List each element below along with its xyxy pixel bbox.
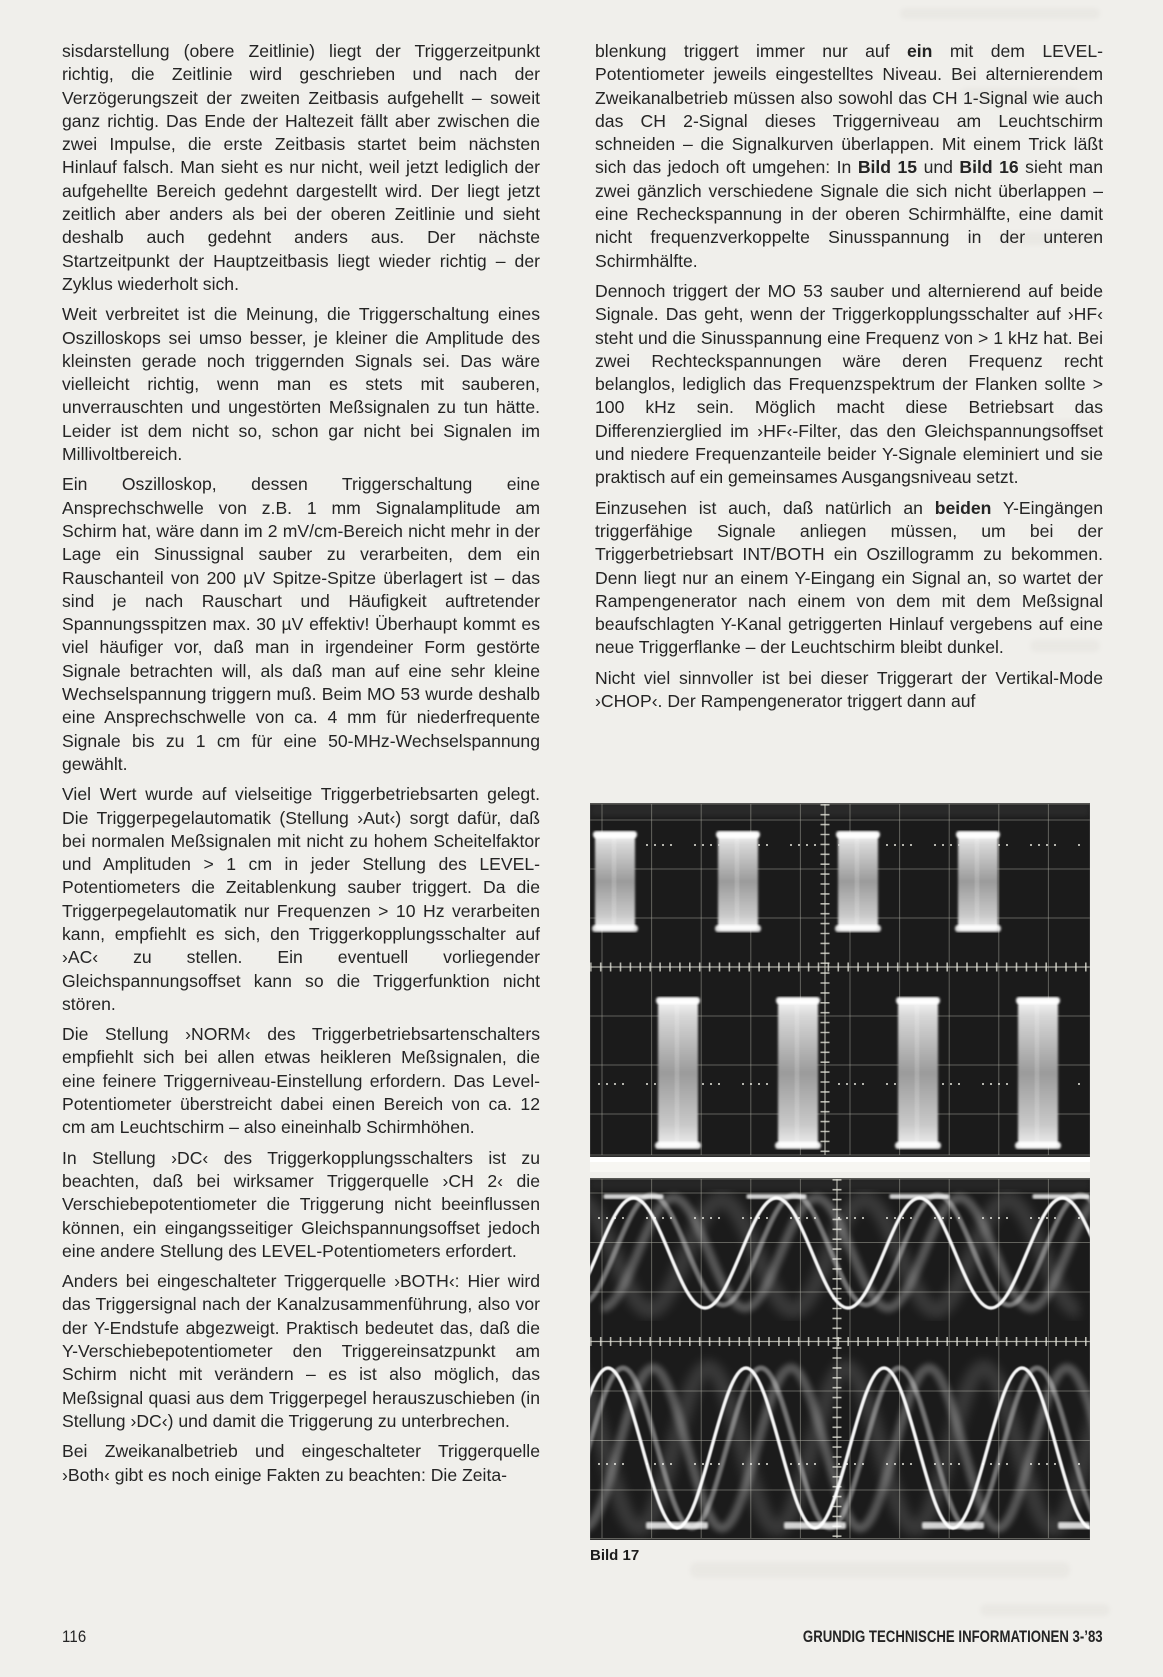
text-segment: mit dem LEVEL-Potentiometer jeweils eingestelltes Niveau. Bei alternierendem Zweikanalbetrieb müssen also sowohl das CH 1-Signal wie auch das CH 2-Signal dieses Triggerniveau am Leuchtschirm schneiden – die Signalkurven überlappen. Mit einem Trick läßt sich das jedoch oft umgehen: In [595,41,1103,178]
paragraph: In Stellung ›DC‹ des Triggerkopplungsschalters ist zu beachten, daß bei wirksamer Triggerquelle ›CH 2‹ die Verschiebepotentiometer die Triggerung nicht beeinflussen können, ein eingangsseitiger Gleichspannungsoffset jedoch eine andere Stellung des LEVEL-Potentiometers erfordert. [62,1147,540,1261]
text-segment: blenkung triggert immer nur auf [595,41,907,61]
show-through-mark [690,1562,1070,1578]
show-through-mark [900,8,1100,19]
paragraph: Dennoch triggert der MO 53 sauber und alternierend auf beide Signale. Das geht, wenn der Triggerkopplungsschalter auf ›HF‹ steht und die Sinusspannung eine Frequenz von > 1 kHz hat. Bei zwei Rechteckspannungen wäre deren Frequenz recht belanglos, lediglich das Frequenzspektrum der Flanken sollte > 100 kHz sein. Möglich macht diese Betriebsart das Differenzierglied im ›HF‹-Filter, das den Gleichspannungsoffset und niedere Frequenzanteile beider Y-Signale eleminiert und sie praktisch auf ein gemeinsames Ausgangsniveau setzt. [595,280,1103,488]
show-through-mark [980,1604,1110,1616]
paragraph: Nicht viel sinnvoller ist bei dieser Triggerart der Vertikal-Mode ›CHOP‹. Der Rampengenerator triggert dann auf [595,667,1103,712]
figure-bild-17 [590,803,1090,1564]
paragraph: Viel Wert wurde auf vielseitige Triggerbetriebsarten gelegt. Die Triggerpegelautomatik (Stellung ›Aut‹) sorgt dafür, daß bei normalen Meßsignalen mit nicht zu hohem Scheitelfaktor und Amplituden > 1 cm in jeder Stellung des LEVEL-Potentiometers die Zeitablenkung sauber triggert. Da die Triggerpegelautomatik nur Frequenzen > 10 Hz verarbeiten kann, empfiehlt es sich, den Triggerkopplungsschalter auf ›AC‹ zu stellen. Ein eventuell vorliegender Gleichspannungsoffset kann so die Triggerfunktion nicht stören. [62,784,540,1014]
paragraph: Die Stellung ›NORM‹ des Triggerbetriebsartenschalters empfiehlt sich bei allen etwas heikleren Meßsignalen, die eine feinere Triggerniveau-Einstellung erfordern. Das Level-Potentiometer überstreicht dabei einen Bereich von ca. 12 cm am Leuchtschirm – also eineinhalb Schirmhöhen. [62,1024,540,1138]
figure-caption: Bild 17 [590,1547,640,1564]
emphasis-term: beiden [934,497,992,518]
left-column [62,40,540,1600]
oscilloscope-photo-square-pulses [590,803,1090,1172]
footer-page-number: 116 [62,1627,87,1646]
right-column [595,40,1103,802]
figure-reference: Bild 15 [857,157,918,178]
paragraph: Anders bei eingeschalteter Triggerquelle ›BOTH‹: Hier wird das Triggersignal nach der Kanalzusammenführung, also vor der Y-Endstufe abgezweigt. Praktisch bedeutet das, daß die Y-Verschiebepotentiometer den Triggereinsatzpunkt am Schirm nicht mit verändern – es ist also möglich, das Meßsignal quasi aus dem Triggerpegel herauszuschieben (in Stellung ›DC‹) und damit die Triggerung zu unterbrechen. [62,1271,540,1431]
paragraph: sisdarstellung (obere Zeitlinie) liegt der Triggerzeitpunkt richtig, die Zeitlinie wird geschrieben und nach der Verzögerungszeit der zweiten Zeitbasis aufgehellt – soweit ganz richtig. Das Ende der Haltezeit fällt aber zwischen die zwei Impulse, die erste Zeitbasis startet beim nächsten Hinlauf falsch. Man sieht es nur nicht, weil jetzt lediglich der aufgehellte Bereich gedehnt dargestellt wird. Der liegt jetzt zeitlich aber anders als bei der oberen Zeitlinie und sieht deshalb auch gedehnt anders aus. Der nächste Startzeitpunkt der Hauptzeitbasis liegt wieder richtig – der Zyklus wiederholt sich. [62,41,540,294]
paragraph: Bei Zweikanalbetrieb und eingeschalteter Triggerquelle ›Both‹ gibt es noch einige Fakten zu beachten: Die Zeita- [62,1441,540,1485]
emphasis-term: ein [907,41,933,61]
paragraph: Weit verbreitet ist die Meinung, die Triggerschaltung eines Oszilloskops sei umso besser, je kleiner die Amplitude des kleinsten gerade noch triggernden Signals sei. Das wäre vielleicht richtig, wenn man es stets mit sauberen, unverrauschten und ungestörten Meßsignalen zu tun hätte. Leider ist dem nicht so, schon gar nicht bei Signalen im Millivoltbereich. [62,304,540,465]
text-segment: Y-Eingängen triggerfähige Signale anliegen müssen, um bei der Triggerbetriebsart INT/BOTH ein Oszillogramm zu bekommen. Denn liegt nur an einem Y-Eingang ein Signal an, so wartet der Rampengenerator nach einem von dem mit dem Meßsignal beaufschlagten Y-Kanal getriggerten Hinlauf vergebens auf eine neue Triggerflanke – der Leuchtschirm bleibt dunkel. [595,497,1103,658]
text-segment: Einzusehen ist auch, daß natürlich an [595,497,935,518]
paragraph [595,40,1103,273]
paragraph: Ein Oszilloskop, dessen Triggerschaltung eine Ansprechschwelle von z.B. 1 mm Signalamplitude am Schirm hat, wäre dann im 2 mV/cm-Bereich nicht mehr in der Lage ein Sinussignal sauber zu verarbeiten, dem ein Rauschanteil von 200 µV Spitze-Spitze überlagert ist – das sind je nach Rauschart und Häufigkeit auftretender Spannungsspitzen max. 30 µV effektiv! Überhaupt kommt es viel häufiger vor, daß man in irgendeiner Form gestörte Signale betrachten will, als daß man auf eine sehr kleine Wechselspannung triggern muß. Beim MO 53 wurde deshalb eine Ansprechschwelle von ca. 4 mm für niederfrequente Signale bis zu 1 cm für eine 50-MHz-Wechselspannung gewählt. [62,474,540,774]
figure-reference: Bild 16 [959,157,1019,178]
paragraph [595,497,1103,660]
text-segment: sieht man zwei gänzlich verschiedene Signale die sich nicht überlappen – eine Recheckspannung in der oberen Schirmhälfte, eine damit nicht frequenzverkoppelte Sinusspannung in der unteren Schirmhälfte. [595,157,1103,271]
text-segment: und [917,157,960,178]
oscilloscope-photo-sine-waves [590,1178,1090,1540]
footer-journal-title: GRUNDIG TECHNISCHE INFORMATIONEN 3-’83 [803,1628,1103,1646]
